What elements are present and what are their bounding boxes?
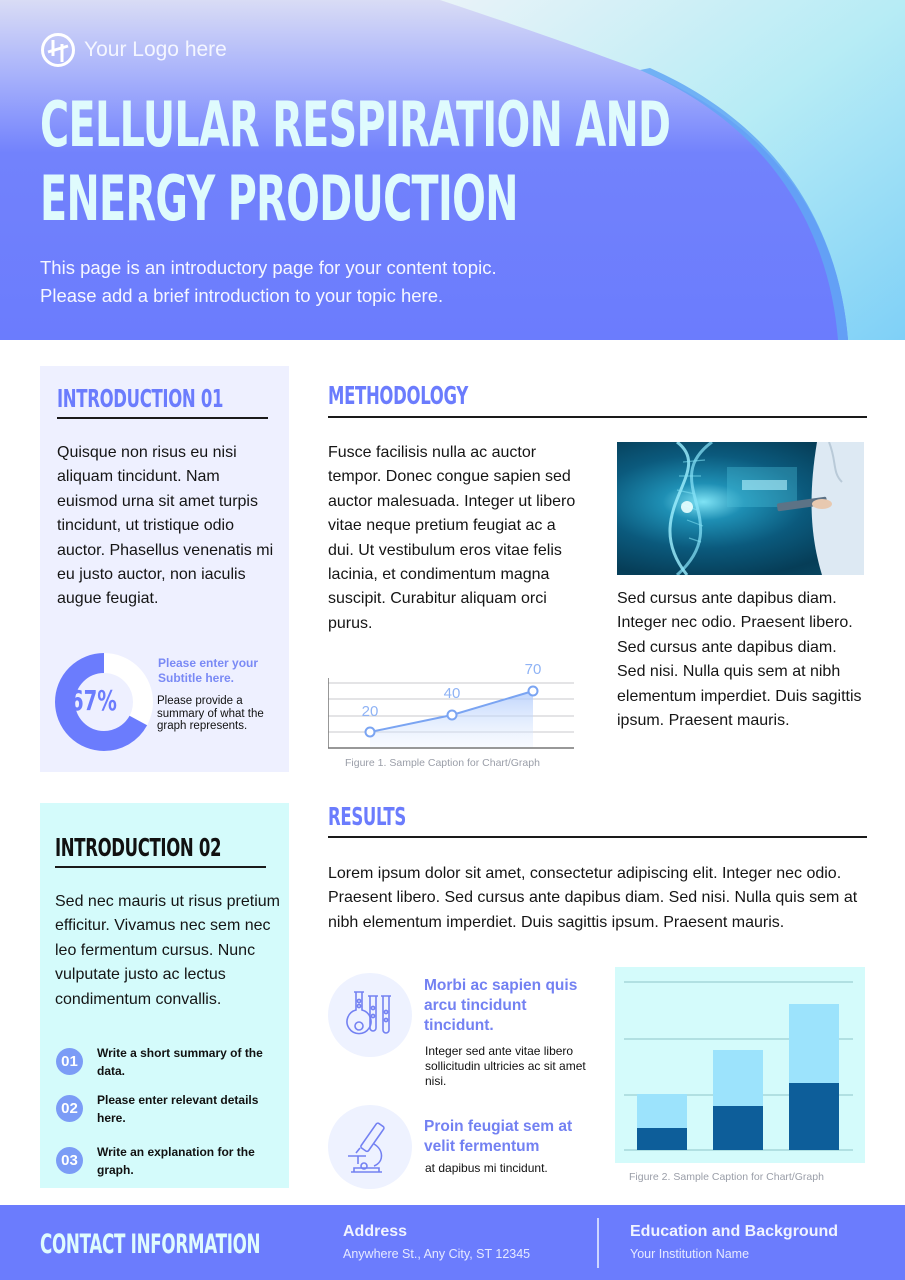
education-value: Your Institution Name — [630, 1247, 750, 1261]
contact-heading: CONTACT INFORMATION — [40, 1229, 261, 1260]
svg-text:40: 40 — [443, 685, 461, 702]
figure-1-caption: Figure 1. Sample Caption for Chart/Graph — [345, 757, 540, 769]
svg-text:70: 70 — [524, 661, 542, 678]
heading-rule — [55, 866, 266, 868]
header-banner — [0, 0, 905, 340]
feature-2-desc: at dapibus mi tincidunt. — [425, 1161, 548, 1175]
heading-rule — [328, 416, 867, 418]
donut-subtitle: Please enter your Subtitle here. — [158, 656, 259, 685]
intro-01-body: Quisque non risus eu nisi aliquam tincidunt. Nam euismod urna sit amet turpis tincidunt, ut tristique odio auctor. Phasellus venenatis mi eu justo auctor, non iaculis augue feugiat. — [57, 444, 274, 608]
intro-01-panel — [40, 366, 289, 772]
dna-helix-illustration — [617, 442, 864, 575]
intro-02-heading: INTRODUCTION 02 — [55, 833, 222, 862]
feature-1-desc: Integer sed ante vitae libero sollicitudin ultricies ac sit amet nisi. — [425, 1044, 586, 1088]
results-heading: RESULTS — [328, 802, 406, 831]
microscope-icon — [346, 1120, 396, 1176]
methodology-heading: METHODOLOGY — [328, 381, 468, 410]
methodology-body-left: Fusce facilisis nulla ac auctor tempor. Donec congue sapien sed auctor malesuada. Integer ut libero vitae neque pretium feugiat ac a dui. Ut vestibulum eros vitae felis lacinia, et condimentum magna suscipit. Curabitur aliquam orci purus. — [328, 444, 576, 632]
number-badge: 02 — [56, 1095, 83, 1122]
logo-mark-icon — [40, 32, 76, 68]
feature-2-title: Proin feugiat sem at velit fermentum — [424, 1118, 573, 1155]
donut-value: 67% — [70, 684, 117, 717]
stacked-bar-chart — [615, 967, 865, 1163]
donut-description: Please provide a summary of what the graph represents. — [157, 695, 264, 732]
heading-rule — [328, 836, 867, 838]
line-chart — [328, 660, 578, 752]
intro-01-heading: INTRODUCTION 01 — [57, 384, 224, 413]
svg-text:20: 20 — [361, 703, 379, 720]
intro-02-panel: INTRODUCTION 02 Sed nec mauris ut risus pretium efficitur. Vivamus nec sem nec leo fermentum cursus. Nunc vulputate justo ac lectus condimentum convallis. 01 Write a short summary of the data. 02 Please enter relevant details here. 03 Write an explanation for the graph. — [40, 803, 289, 1188]
education-label: Education and Background — [630, 1223, 839, 1240]
logo-text: Your Logo here — [84, 38, 227, 61]
page-title: CELLULAR RESPIRATION AND ENERGY PRODUCTION — [40, 88, 671, 235]
dna-doctor-photo — [617, 442, 864, 575]
feature-1-title: Morbi ac sapien quis arcu tincidunt tincidunt. — [424, 977, 578, 1034]
methodology-body-right: Sed cursus ante dapibus diam. Integer nec odio. Praesent libero. Sed cursus ante dapibus diam. Sed nisi. Nulla quis sem at nibh elementum imperdiet. Duis sagittis ipsum. Praesent mauris. — [617, 590, 862, 730]
figure-2-caption: Figure 2. Sample Caption for Chart/Graph — [629, 1171, 824, 1183]
number-badge: 01 — [56, 1048, 83, 1075]
intro-02-body: Sed nec mauris ut risus pretium efficitur. Vivamus nec sem nec leo fermentum cursus. Nunc vulputate justo ac lectus condimentum convallis. — [55, 893, 280, 1008]
lab-flask-icon — [346, 988, 396, 1042]
results-body: Lorem ipsum dolor sit amet, consectetur adipiscing elit. Integer nec odio. Praesent libero. Sed cursus ante dapibus diam. Sed nisi. Nulla quis sem at nibh elementum imperdiet. Duis sagittis ipsum. Praesent mauris. — [328, 865, 858, 931]
address-value: Anywhere St., Any City, ST 12345 — [343, 1247, 531, 1261]
address-label: Address — [343, 1223, 408, 1240]
page-subtitle: This page is an introductory page for your content topic. Please add a brief introduction to your topic here. — [40, 257, 497, 306]
heading-rule — [57, 417, 268, 419]
logo — [40, 32, 227, 68]
footer-divider — [597, 1218, 599, 1268]
footer-contact-bar — [0, 1205, 905, 1280]
number-badge: 03 — [56, 1147, 83, 1174]
